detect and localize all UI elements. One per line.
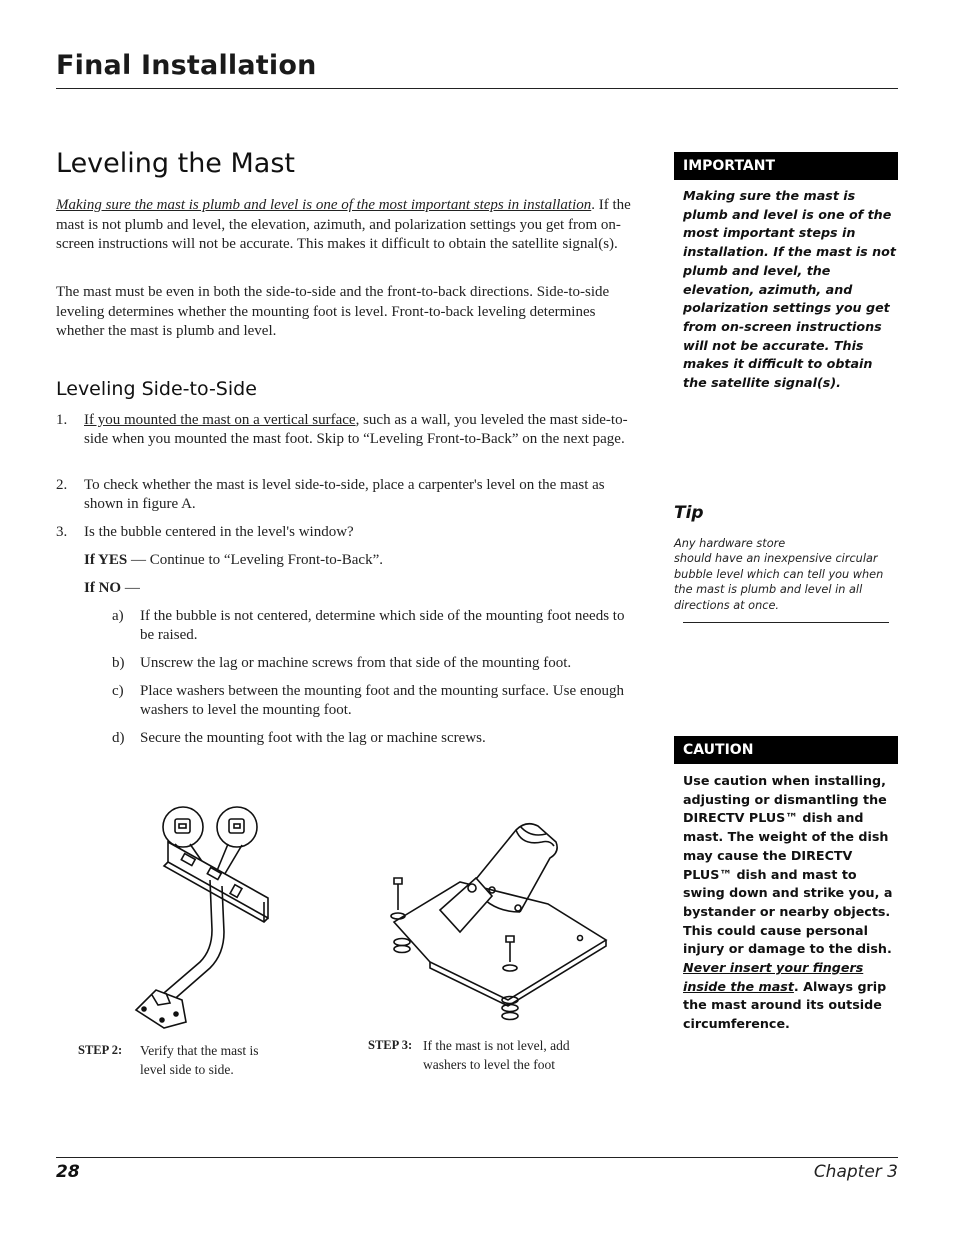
intro-rest: . If the mast is not plumb and level, the elevation, azimuth, and polarization settings you get from on-screen instructions will not be accurate. This makes it difficult to obtain the satellite signal(s). (56, 197, 631, 252)
footer-rule (56, 1157, 898, 1158)
step-1 (56, 411, 636, 449)
if-no-line (84, 579, 140, 598)
caution-tail: . Always grip the mast around its outside circumference. (683, 978, 887, 1032)
step-number: 2. (56, 477, 68, 493)
substep-text: Unscrew the lag or machine screws from that side of the mounting foot. (140, 655, 572, 671)
if-yes-text: — Continue to “Leveling Front-to-Back”. (127, 552, 383, 568)
important-box-text: Making sure the mast is plumb and level is one of the most important steps in installation. If the mast is not plumb and level, the elevation, azimuth, and polarization settings you get from on-screen instructions will not be accurate. This makes it difficult to obtain the satellite signal(s). (683, 188, 896, 391)
figure-foot-washers (380, 812, 610, 1027)
substep-text: Place washers between the mounting foot and the mounting surface. Use enough washers to level the mounting foot. (140, 683, 625, 718)
caution-body: Use caution when installing, adjusting or dismantling the DIRECTV PLUS™ dish and mast. The weight of the dish may cause the DIRECTV PLUS™ dish and mast to swing down and strike you, a bystander or nearby objects. This could cause personal injury or damage to the dish. (683, 773, 893, 957)
section-heading: Leveling the Mast (56, 148, 295, 179)
substep-letter: d) (112, 730, 125, 746)
tip-text: Any hardware store should have an inexpensive circular bubble level which can tell you when the mast is plumb and level in all directions at once. (674, 537, 884, 612)
caption-label: STEP 2: (78, 1043, 123, 1057)
substep-text: Secure the mounting foot with the lag or machine screws. (140, 730, 486, 746)
step-text: , such as a wall, you leveled the mast side-to-side when you mounted the mast foot. Skip to “Leveling Front-to-Back” on the next page. (84, 412, 628, 447)
substep-text: If the bubble is not centered, determine which side of the mounting foot needs to be raised. (140, 608, 625, 643)
caution-box-text (683, 772, 898, 1034)
figure-level-on-mast (130, 800, 280, 1030)
header-rule (56, 88, 898, 89)
caution-emphasis: Never insert your fingers inside the mast (683, 960, 864, 994)
step-number: 1. (56, 412, 68, 428)
substep-letter: c) (112, 683, 124, 699)
substep-d (112, 729, 642, 748)
page-number: 28 (56, 1162, 80, 1182)
step-text: Is the bubble centered in the level's window? (84, 524, 354, 540)
substep-letter: a) (112, 608, 124, 624)
subsection-heading: Leveling Side-to-Side (56, 378, 257, 400)
chapter-label: Chapter 3 (813, 1162, 898, 1182)
caption-label: STEP 3: (368, 1038, 413, 1052)
tip-heading: Tip (674, 503, 704, 523)
if-no-label: If NO (84, 580, 122, 596)
step-1-underlined: If you mounted the mast on a vertical surface (84, 412, 356, 428)
figure-caption-step-2 (78, 1041, 288, 1079)
step-3 (56, 523, 636, 542)
substep-b (112, 654, 642, 673)
step-2 (56, 476, 636, 514)
intro-paragraph (56, 196, 642, 255)
directions-paragraph: The mast must be even in both the side-to-side and the front-to-back directions. Side-to-side leveling determines whether the mounting foot is level. Front-to-back leveling determines whether the mast is plumb and level. (56, 284, 610, 339)
important-box-title: IMPORTANT (674, 152, 898, 180)
if-yes-label: If YES (84, 552, 128, 568)
substep-a (112, 607, 642, 645)
substep-c (112, 682, 642, 720)
if-no-text: — (121, 580, 140, 596)
figure-caption-step-3 (368, 1036, 598, 1074)
substep-letter: b) (112, 655, 125, 671)
step-text: To check whether the mast is level side-to-side, place a carpenter's level on the mast as shown in figure A. (84, 477, 605, 512)
step-number: 3. (56, 524, 68, 540)
if-yes-line (84, 551, 383, 570)
intro-lead: Making sure the mast is plumb and level is one of the most important steps in installation (56, 197, 592, 213)
caption-text: Verify that the mast is level side to side. (140, 1043, 259, 1077)
caution-box-title: CAUTION (674, 736, 898, 764)
page-header-title: Final Installation (56, 50, 317, 81)
tip-rule (683, 622, 889, 623)
caption-text: If the mast is not level, add washers to level the foot (423, 1038, 570, 1072)
